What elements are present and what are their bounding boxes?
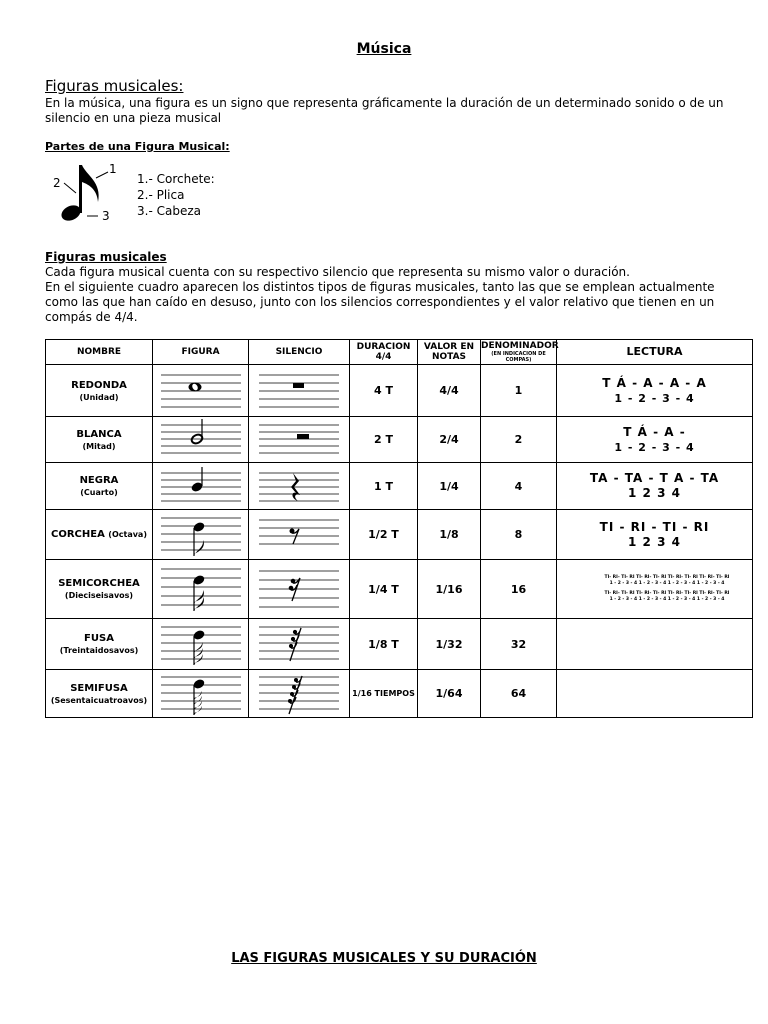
figures-text-2: En el siguiente cuadro aparecen los distintos tipos de figuras musicales, tanto las que se emplean actualmente como las que han caído en desuso, junto con los silencios correspondientes y el valor relativo que tienen en un compás de 4/4. — [45, 280, 715, 324]
denominador-cell: 32 — [481, 619, 557, 670]
figure-name: REDONDA — [71, 379, 127, 391]
lectura-line: TA - TA - T A - TA — [589, 471, 720, 485]
lectura-cell — [557, 417, 753, 463]
figure-cell — [153, 510, 249, 560]
row-name-cell — [46, 463, 153, 510]
lectura-line: TI - RI - TI - RI — [599, 519, 710, 534]
bottom-title: LAS FIGURAS MUSICALES Y SU DURACIÓN — [231, 951, 537, 966]
duracion-cell: 2 T — [350, 417, 418, 463]
rest-cell — [249, 510, 350, 560]
half-rest-icon — [257, 419, 341, 461]
note-parts-diagram — [50, 160, 130, 230]
lectura-cell — [557, 670, 753, 718]
quarter-rest-icon — [257, 465, 341, 507]
figure-subname: (Mitad) — [82, 441, 116, 451]
sixteenth-note-icon — [159, 563, 243, 615]
section-heading: Figuras musicales: — [45, 77, 184, 95]
table-row — [46, 417, 753, 463]
thirty-second-rest-icon — [257, 621, 341, 667]
half-note-icon — [159, 419, 243, 461]
part-item: 3.- Cabeza — [137, 204, 201, 218]
duracion-cell: 1/4 T — [350, 560, 418, 619]
lectura-cell — [557, 510, 753, 560]
row-name-cell — [46, 560, 153, 619]
duracion-cell: 1/2 T — [350, 510, 418, 560]
table-row — [46, 510, 753, 560]
figure-subname: (Octava) — [108, 530, 147, 539]
header-denominador-label: DENOMINADOR — [481, 341, 559, 351]
rest-cell — [249, 619, 350, 670]
figure-cell — [153, 619, 249, 670]
valor-cell: 2/4 — [418, 417, 481, 463]
figure-cell — [153, 365, 249, 417]
header-nombre: NOMBRE — [46, 340, 153, 365]
figure-name: SEMIFUSA — [70, 682, 128, 694]
lectura-cell — [557, 365, 753, 417]
lectura-line: 1 2 3 4 — [628, 534, 681, 549]
valor-cell: 1/4 — [418, 463, 481, 510]
denominador-cell: 16 — [481, 560, 557, 619]
header-figura: FIGURA — [153, 340, 249, 365]
part-item: 2.- Plica — [137, 188, 185, 202]
table-row — [46, 560, 753, 619]
row-name-cell — [46, 619, 153, 670]
row-name-cell — [46, 510, 153, 560]
row-name-cell — [46, 670, 153, 718]
rest-cell — [249, 365, 350, 417]
header-denominador — [481, 340, 557, 365]
lectura-line: 1 - 2 - 3 - 4 1 - 2 - 3 - 4 1 - 2 - 3 - 4 1 - 2 - 3 - 4 — [609, 581, 725, 586]
denominador-cell: 64 — [481, 670, 557, 718]
figure-name: CORCHEA — [50, 529, 105, 540]
whole-rest-icon — [257, 369, 341, 413]
part-number-1: 1 — [109, 162, 117, 176]
figure-subname: (Unidad) — [79, 392, 119, 402]
rest-cell — [249, 417, 350, 463]
sixteenth-rest-icon — [257, 563, 341, 615]
sixty-fourth-note-icon — [159, 672, 243, 716]
eighth-rest-icon — [257, 512, 341, 558]
figure-cell — [153, 417, 249, 463]
valor-cell: 1/16 — [418, 560, 481, 619]
duracion-cell: 1 T — [350, 463, 418, 510]
lectura-line: T Á - A - A - A — [602, 375, 707, 390]
figure-name-line — [46, 528, 152, 541]
figure-cell — [153, 670, 249, 718]
part-number-3: 3 — [102, 209, 110, 223]
header-silencio: SILENCIO — [249, 340, 350, 365]
duracion-cell: 1/8 T — [350, 619, 418, 670]
quarter-note-icon — [159, 465, 243, 507]
parts-list — [137, 171, 215, 219]
figure-name: BLANCA — [76, 428, 122, 440]
denominador-cell: 2 — [481, 417, 557, 463]
header-duracion: DURACION 4/4 — [350, 340, 418, 365]
duracion-cell: 4 T — [350, 365, 418, 417]
table-row — [46, 670, 753, 718]
lectura-cell — [557, 463, 753, 510]
table-row — [46, 365, 753, 417]
lectura-line: 1 - 2 - 3 - 4 — [614, 440, 695, 454]
eighth-note-icon — [159, 512, 243, 558]
row-name-cell — [46, 365, 153, 417]
header-denominador-note: (EN INDICACION DE COMPAS) — [491, 351, 546, 363]
figure-subname: (Sesentaicuatroavos) — [50, 695, 148, 705]
music-figures-table — [45, 339, 753, 718]
duracion-cell: 1/16 TIEMPOS — [350, 670, 418, 718]
figures-text-1: Cada figura musical cuenta con su respectivo silencio que representa su mismo valor o duración. — [45, 265, 630, 279]
lectura-line: 1 - 2 - 3 - 4 1 - 2 - 3 - 4 1 - 2 - 3 - 4 1 - 2 - 3 - 4 — [609, 597, 725, 602]
rest-cell — [249, 560, 350, 619]
table-header-row — [46, 340, 753, 365]
valor-cell: 1/32 — [418, 619, 481, 670]
denominador-cell: 8 — [481, 510, 557, 560]
figure-name: FUSA — [84, 633, 114, 644]
thirty-second-note-icon — [159, 621, 243, 667]
lectura-line: 1 2 3 4 — [628, 486, 681, 500]
lectura-line: TI- RI- TI- RI TI- RI- TI- RI TI- RI- TI- RI TI- RI- TI- RI — [604, 591, 730, 596]
valor-cell: 1/64 — [418, 670, 481, 718]
rest-cell — [249, 670, 350, 718]
figures-heading: Figuras musicales — [45, 250, 167, 264]
table-row — [46, 619, 753, 670]
lectura-line: 1 - 2 - 3 - 4 — [614, 391, 695, 405]
part-item: 1.- Corchete: — [137, 172, 215, 186]
table-row — [46, 463, 753, 510]
figure-subname: (Treintaidosavos) — [59, 646, 139, 655]
lectura-line: TI- RI- TI- RI TI- RI- TI- RI TI- RI- TI- RI TI- RI- TI- RI — [604, 575, 730, 580]
row-name-cell — [46, 417, 153, 463]
figure-cell — [153, 463, 249, 510]
header-lectura: LECTURA — [557, 340, 753, 365]
denominador-cell: 1 — [481, 365, 557, 417]
lectura-cell — [557, 619, 753, 670]
denominador-cell: 4 — [481, 463, 557, 510]
figure-subname: (Dieciseisavos) — [64, 591, 134, 600]
page-title: Música — [356, 41, 412, 57]
figure-name: NEGRA — [79, 475, 119, 486]
eighth-note-icon — [50, 160, 130, 230]
figure-cell — [153, 560, 249, 619]
lectura-line: T Á - A - — [623, 424, 686, 439]
figure-subname: (Cuarto) — [80, 488, 118, 497]
valor-cell: 1/8 — [418, 510, 481, 560]
part-number-2: 2 — [53, 176, 61, 190]
lectura-cell — [557, 560, 753, 619]
sixty-fourth-rest-icon — [257, 672, 341, 716]
valor-cell: 4/4 — [418, 365, 481, 417]
rest-cell — [249, 463, 350, 510]
whole-note-icon — [159, 369, 243, 413]
parts-heading: Partes de una Figura Musical: — [45, 140, 230, 153]
header-valor: VALOR EN NOTAS — [418, 340, 481, 365]
figure-name: SEMICORCHEA — [58, 578, 140, 589]
intro-paragraph: En la música, una figura es un signo que representa gráficamente la duración de un determinado sonido o de un silencio en una pieza musical — [45, 96, 724, 125]
